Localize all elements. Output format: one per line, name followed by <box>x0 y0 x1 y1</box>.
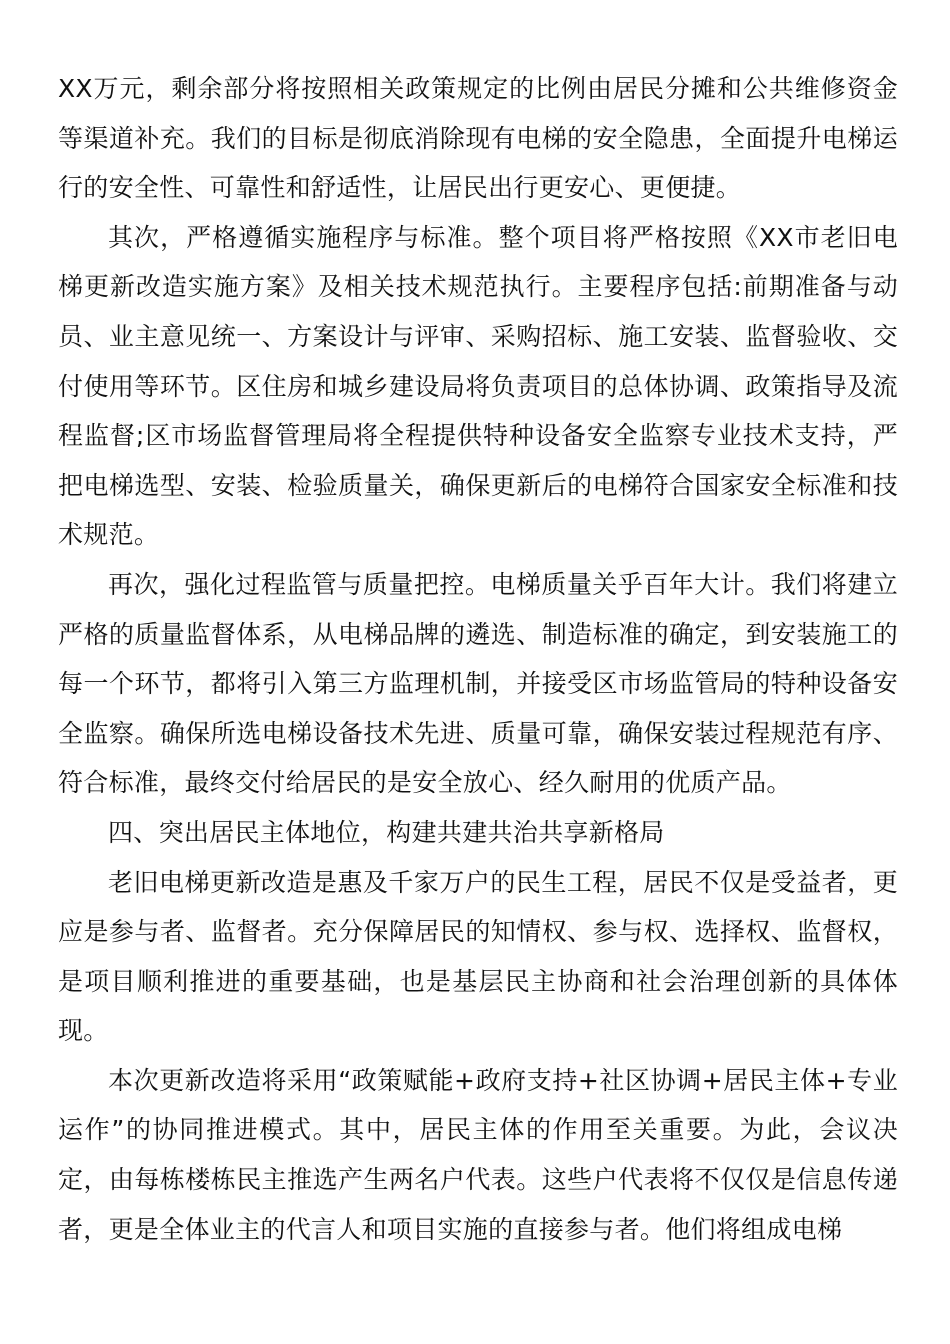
paragraph-resident-participation: 老旧电梯更新改造是惠及千家万户的民生工程，居民不仅是受益者，更应是参与者、监督者。充分保障居民的知情权、参与权、选择权、监督权，是项目顺利推进的重要基础，也是基层民主协商和社会治理创新的具体体现。 <box>58 867 898 1046</box>
section-heading-resident-role: 四、突出居民主体地位，构建共建共治共享新格局 <box>108 817 665 847</box>
paragraph-collaborative-model: 本次更新改造将采用“政策赋能+政府支持+社区协调+居民主体+专业运作”的协同推进模式。其中，居民主体的作用至关重要。为此，会议决定，由每栋楼栋民主推选产生两名户代表。这些户代表将不仅仅是信息传递者，更是全体业主的代言人和项目实施的直接参与者。他们将组成电梯 <box>58 1065 898 1244</box>
paragraph-procedures: 其次，严格遵循实施程序与标准。整个项目将严格按照《XX市老旧电梯更新改造实施方案》及相关技术规范执行。主要程序包括:前期准备与动员、业主意见统一、方案设计与评审、采购招标、施工安装、监督验收、交付使用等环节。区住房和城乡建设局将负责项目的总体协调、政策指导及流程监督;区市场监督管理局将全程提供特种设备安全监察专业技术支持，严把电梯选型、安装、检验质量关，确保更新后的电梯符合国家安全标准和技术规范。 <box>58 222 898 550</box>
document-body <box>58 64 898 1254</box>
paragraph-quality-control: 再次，强化过程监管与质量把控。电梯质量关乎百年大计。我们将建立严格的质量监督体系，从电梯品牌的遴选、制造标准的确定，到安装施工的每一个环节，都将引入第三方监理机制，并接受区市场监管局的特种设备安全监察。确保所选电梯设备技术先进、质量可靠，确保安装过程规范有序、符合标准，最终交付给居民的是安全放心、经久耐用的优质产品。 <box>58 569 898 798</box>
paragraph-funding: XX万元，剩余部分将按照相关政策规定的比例由居民分摊和公共维修资金等渠道补充。我们的目标是彻底消除现有电梯的安全隐患，全面提升电梯运行的安全性、可靠性和舒适性，让居民出行更安心、更便捷。 <box>58 74 898 203</box>
